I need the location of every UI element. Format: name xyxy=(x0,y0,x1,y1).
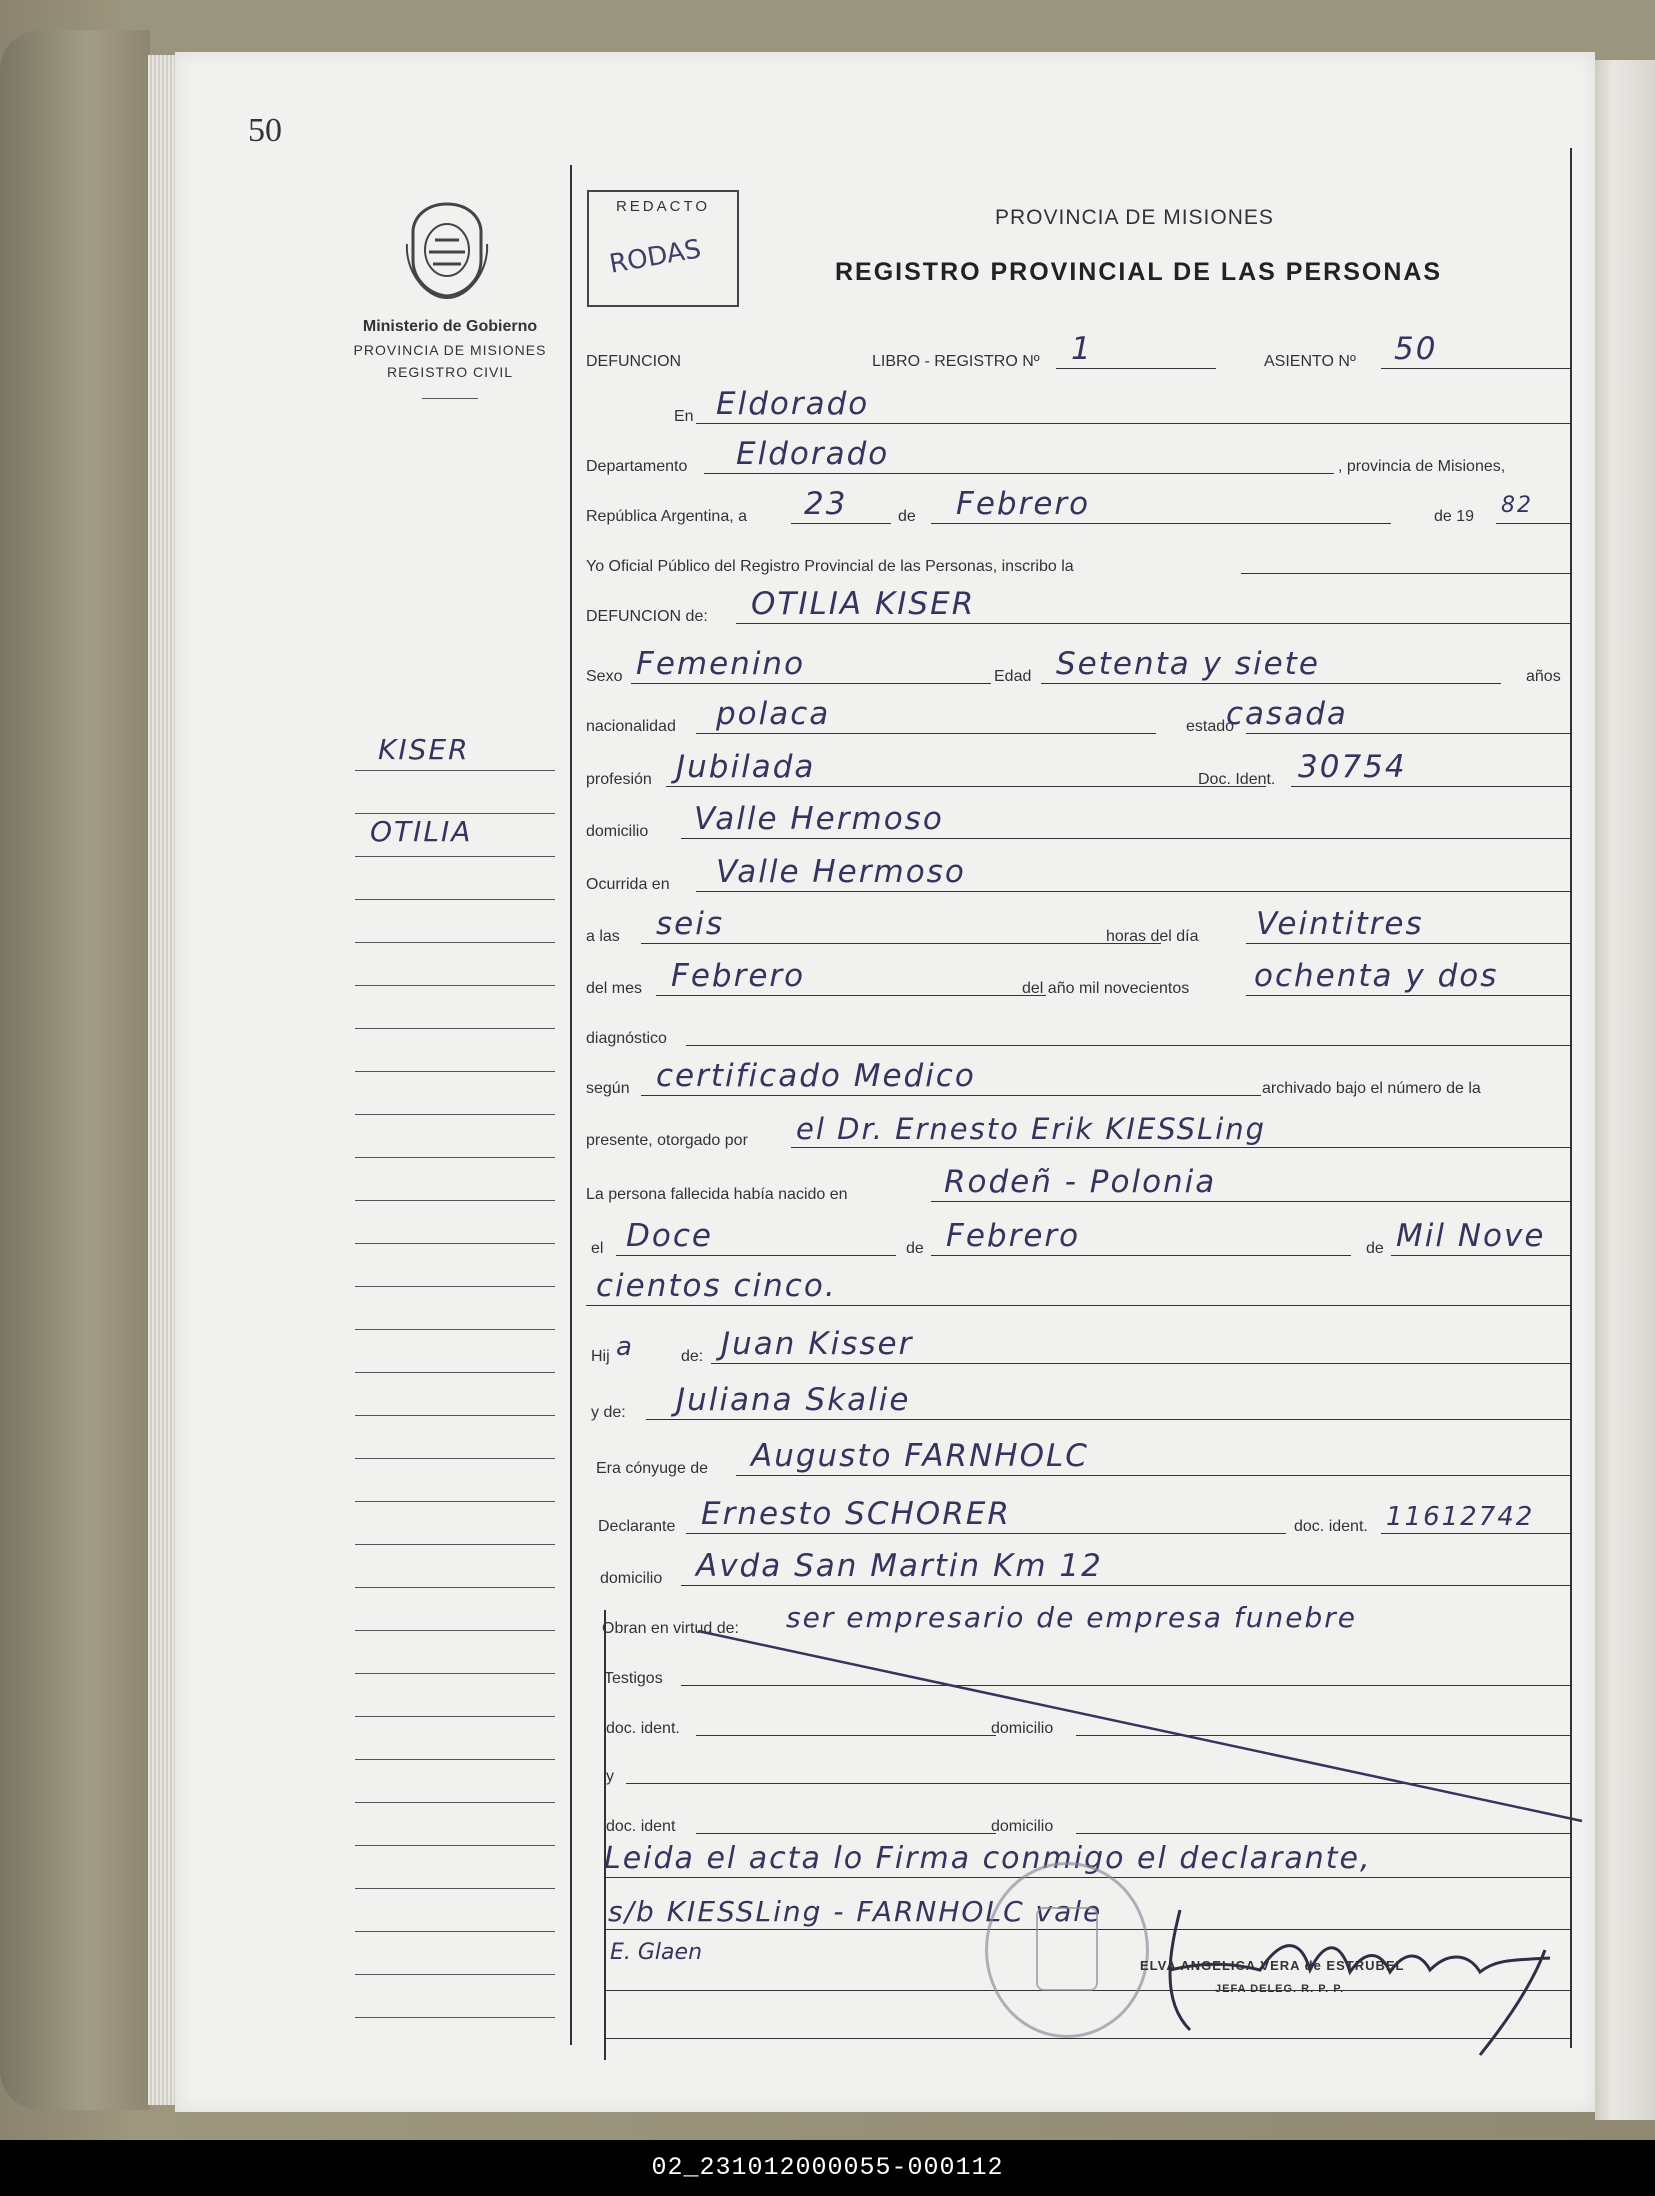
defuncion-de-label: DEFUNCION de: xyxy=(586,608,708,625)
testigo1-doc-label: doc. ident. xyxy=(606,1720,680,1737)
anio-line xyxy=(1246,995,1570,996)
hij-de-label: de: xyxy=(681,1348,704,1365)
el-value: Doce xyxy=(626,1218,713,1254)
nacido-value: Rodeñ - Polonia xyxy=(944,1164,1217,1200)
ministry-title: Ministerio de Gobierno xyxy=(362,318,538,335)
margin-rule-line xyxy=(355,1200,555,1201)
row-nacido xyxy=(586,1164,1570,1208)
nacionalidad-value: polaca xyxy=(716,696,831,732)
en-line xyxy=(696,423,1570,424)
edad-line xyxy=(1041,683,1501,684)
horas-value: Veintitres xyxy=(1256,906,1424,942)
margin-rule-line xyxy=(355,770,555,771)
profesion-line xyxy=(666,786,1266,787)
yde-label: y de: xyxy=(591,1404,626,1421)
month-value: Febrero xyxy=(956,486,1091,522)
defuncion-de-value: OTILIA KISER xyxy=(751,586,976,622)
libro-label: LIBRO - REGISTRO Nº xyxy=(872,353,1040,370)
row-segun xyxy=(586,1058,1570,1102)
obran-value: ser empresario de empresa funebre xyxy=(786,1601,1357,1634)
provincia-suffix: , provincia de Misiones, xyxy=(1338,458,1506,475)
margin-rule-line xyxy=(355,856,555,857)
row-departamento xyxy=(586,436,1570,480)
decl-dom-line xyxy=(681,1585,1570,1586)
decl-doc-label: doc. ident. xyxy=(1294,1518,1368,1535)
conyuge-line xyxy=(736,1475,1570,1476)
archivado-label: archivado bajo el número de la xyxy=(1262,1080,1481,1097)
anio-label: del año mil novecientos xyxy=(1022,980,1190,997)
libro-line xyxy=(1056,368,1216,369)
margin-rule-line xyxy=(355,1501,555,1502)
alas-line xyxy=(641,943,1161,944)
alas-value: seis xyxy=(656,906,724,942)
redacto-label: REDACTO xyxy=(615,198,711,215)
ministry-rule xyxy=(422,398,478,399)
row-libro xyxy=(586,331,1570,375)
ministry-province: PROVINCIA DE MISIONES xyxy=(353,342,547,358)
horas-label: horas del día xyxy=(1106,928,1199,945)
margin-rule-line xyxy=(355,1716,555,1717)
sexo-label: Sexo xyxy=(586,668,623,685)
book-spine xyxy=(0,30,150,2110)
en-value: Eldorado xyxy=(716,386,870,422)
republica-label: República Argentina, a xyxy=(586,508,747,525)
testigo2-dom-line xyxy=(1076,1833,1570,1834)
row-hija xyxy=(586,1326,1570,1370)
margin-rule-line xyxy=(355,1544,555,1545)
delmes-value: Febrero xyxy=(671,958,806,994)
margin-given-name: OTILIA xyxy=(370,815,473,848)
de-label: de xyxy=(898,508,916,525)
presente-value: el Dr. Ernesto Erik KIESSLing xyxy=(796,1112,1267,1146)
margin-rule-line xyxy=(355,1329,555,1330)
row-delmes xyxy=(586,958,1570,1002)
margin-rule-line xyxy=(355,813,555,814)
departamento-line xyxy=(704,473,1334,474)
yo-oficial-line xyxy=(1241,573,1570,574)
margin-rule-line xyxy=(355,2017,555,2018)
margin-rule-line xyxy=(355,1802,555,1803)
estado-label: estado xyxy=(1186,718,1235,735)
el-year2-line xyxy=(586,1305,1570,1306)
margin-rule-line xyxy=(355,1974,555,1975)
mother-line xyxy=(646,1419,1570,1420)
margin-rule-line xyxy=(355,1931,555,1932)
margin-rule-line xyxy=(355,1888,555,1889)
testigo2-doc-label: doc. ident xyxy=(606,1818,676,1835)
sexo-value: Femenino xyxy=(636,646,806,682)
departamento-label: Departamento xyxy=(586,458,688,475)
testigos-label: Testigos xyxy=(604,1670,663,1687)
horas-line xyxy=(1246,943,1570,944)
doc-ident-label: Doc. Ident. xyxy=(1198,771,1276,788)
margin-rule-line xyxy=(355,899,555,900)
row-conyuge xyxy=(586,1438,1570,1482)
row-domicilio xyxy=(586,801,1570,845)
margin-rule-line xyxy=(355,1415,555,1416)
row-diagnostico xyxy=(586,1012,1570,1052)
margin-rule-line xyxy=(355,1845,555,1846)
province-header: PROVINCIA DE MISIONES xyxy=(995,206,1274,229)
hij-suffix: a xyxy=(616,1332,634,1362)
next-page-edge xyxy=(1595,60,1655,2120)
libro-value: 1 xyxy=(1071,331,1093,367)
segun-label: según xyxy=(586,1080,630,1097)
father-line xyxy=(711,1363,1570,1364)
margin-rule-line xyxy=(355,1759,555,1760)
image-filename: 02_231012000055-000112 xyxy=(0,2140,1655,2196)
row-decl-domicilio xyxy=(586,1548,1570,1592)
official-seal-stamp xyxy=(985,1862,1149,2038)
testigo1-dom-label: domicilio xyxy=(991,1720,1054,1737)
conyuge-label: Era cónyuge de xyxy=(596,1460,709,1477)
margin-rule-line xyxy=(355,1372,555,1373)
row-en xyxy=(586,386,1570,430)
initials: E. Glaen xyxy=(610,1940,703,1965)
row-nacimiento-year2 xyxy=(586,1268,1570,1312)
asiento-label: ASIENTO Nº xyxy=(1264,353,1356,370)
year-line xyxy=(1496,523,1570,524)
row-nacimiento-fecha xyxy=(586,1218,1570,1262)
margin-rule-line xyxy=(355,942,555,943)
yo-oficial-text: Yo Oficial Público del Registro Provincial de las Personas, inscribo la xyxy=(586,558,1074,575)
father-value: Juan Kisser xyxy=(721,1326,914,1362)
domicilio-line xyxy=(681,838,1570,839)
mother-value: Juliana Skalie xyxy=(676,1382,911,1418)
coat-of-arms-icon xyxy=(405,200,489,300)
margin-rule-line xyxy=(355,1458,555,1459)
redacto-box xyxy=(587,190,739,307)
estado-line xyxy=(1246,733,1570,734)
page-number: 50 xyxy=(248,112,282,149)
y-label: y xyxy=(606,1768,614,1785)
decl-dom-value: Avda San Martin Km 12 xyxy=(696,1548,1103,1584)
el-month-line xyxy=(931,1255,1351,1256)
row-profesion xyxy=(586,749,1570,793)
doc-ident-line xyxy=(1291,786,1570,787)
de2-label: de xyxy=(906,1240,924,1257)
segun-value: certificado Medico xyxy=(656,1058,976,1094)
redacto-handwritten: RODAS xyxy=(607,234,704,280)
ocurrida-line xyxy=(696,891,1570,892)
nacido-line xyxy=(931,1201,1570,1202)
profesion-value: Jubilada xyxy=(676,749,816,785)
en-label: En xyxy=(674,408,694,425)
delmes-line xyxy=(656,995,1046,996)
edad-value: Setenta y siete xyxy=(1056,646,1320,682)
closing-line-1: Leida el acta lo Firma conmigo el declarante, xyxy=(604,1841,1372,1876)
anos-label: años xyxy=(1526,668,1561,685)
asiento-line xyxy=(1381,368,1571,369)
seal-emblem xyxy=(1036,1907,1098,1991)
margin-rule-line xyxy=(355,1673,555,1674)
officer-title: JEFA DELEG. R. P. P. xyxy=(1215,1983,1345,1995)
year-value: 82 xyxy=(1501,493,1533,518)
nacionalidad-line xyxy=(696,733,1156,734)
row-defuncion-de xyxy=(586,586,1570,630)
form-left-rule xyxy=(570,165,572,2045)
testigo2-dom-label: domicilio xyxy=(991,1818,1054,1835)
defuncion-label: DEFUNCION xyxy=(586,353,682,370)
registry-header: REGISTRO PROVINCIAL DE LAS PERSONAS xyxy=(835,258,1443,286)
conyuge-value: Augusto FARNHOLC xyxy=(751,1438,1089,1474)
decl-dom-label: domicilio xyxy=(600,1570,663,1587)
row-declarante xyxy=(586,1496,1570,1540)
row-nacionalidad xyxy=(586,696,1570,740)
margin-rule-line xyxy=(355,1630,555,1631)
presente-label: presente, otorgado por xyxy=(586,1132,748,1149)
margin-rule-line xyxy=(355,1114,555,1115)
segun-line xyxy=(641,1095,1261,1096)
edad-label: Edad xyxy=(994,668,1032,685)
domicilio-label: domicilio xyxy=(586,823,649,840)
nacido-label: La persona fallecida había nacido en xyxy=(586,1186,848,1203)
diagnostico-line xyxy=(686,1045,1570,1046)
ministry-block xyxy=(330,318,570,399)
obran-label: Obran en virtud de: xyxy=(602,1620,739,1637)
ocurrida-label: Ocurrida en xyxy=(586,876,670,893)
hij-label: Hij xyxy=(591,1348,610,1365)
decl-doc-value: 11612742 xyxy=(1386,1502,1535,1532)
margin-rule-line xyxy=(355,1587,555,1588)
day-value: 23 xyxy=(804,486,848,522)
el-line xyxy=(616,1255,896,1256)
el-year2: cientos cinco. xyxy=(596,1268,837,1304)
delmes-label: del mes xyxy=(586,980,643,997)
asiento-value: 50 xyxy=(1394,331,1438,367)
margin-rule-line xyxy=(355,1071,555,1072)
sexo-line xyxy=(631,683,991,684)
departamento-value: Eldorado xyxy=(736,436,890,472)
margin-surname: KISER xyxy=(378,733,470,766)
nacionalidad-label: nacionalidad xyxy=(586,718,676,735)
estado-value: casada xyxy=(1226,696,1348,732)
row-yo-oficial xyxy=(586,540,1570,580)
row-madre xyxy=(586,1382,1570,1426)
margin-rule-line xyxy=(355,1157,555,1158)
testigo2-doc-line xyxy=(696,1833,996,1834)
ocurrida-value: Valle Hermoso xyxy=(716,854,966,890)
closing-line-2: s/b KIESSLing - FARNHOLC vale xyxy=(608,1895,1103,1928)
row-sexo xyxy=(586,646,1570,690)
el-label: el xyxy=(591,1240,604,1257)
defuncion-de-line xyxy=(736,623,1570,624)
row-fecha xyxy=(586,486,1570,530)
decl-doc-line xyxy=(1381,1533,1570,1534)
margin-rule-line xyxy=(355,1028,555,1029)
officer-name: ELVA ANGELICA VERA de ESTRUBEL xyxy=(1140,1958,1405,1973)
witness-cancel-stroke xyxy=(690,1625,1590,1825)
anio-value: ochenta y dos xyxy=(1254,958,1499,994)
profesion-label: profesión xyxy=(586,771,652,788)
margin-rule-line xyxy=(355,1243,555,1244)
declarante-value: Ernesto SCHORER xyxy=(701,1496,1011,1532)
margin-rule-line xyxy=(355,985,555,986)
doc-ident-value: 30754 xyxy=(1298,749,1407,785)
domicilio-value: Valle Hermoso xyxy=(694,801,944,837)
de3-label: de xyxy=(1366,1240,1384,1257)
el-year1: Mil Nove xyxy=(1396,1218,1546,1254)
ministry-registry: REGISTRO CIVIL xyxy=(386,364,514,380)
margin-rule-line xyxy=(355,1286,555,1287)
year-prefix: de 19 xyxy=(1434,508,1475,525)
alas-label: a las xyxy=(586,928,620,945)
row-presente xyxy=(586,1114,1570,1154)
row-hora xyxy=(586,906,1570,950)
declarante-line xyxy=(686,1533,1286,1534)
diagnostico-label: diagnóstico xyxy=(586,1030,667,1047)
el-month: Febrero xyxy=(946,1218,1081,1254)
row-ocurrida xyxy=(586,854,1570,898)
el-year-line xyxy=(1391,1255,1570,1256)
day-line xyxy=(791,523,891,524)
presente-line xyxy=(791,1147,1570,1148)
month-line xyxy=(931,523,1391,524)
declarante-label: Declarante xyxy=(598,1518,676,1535)
